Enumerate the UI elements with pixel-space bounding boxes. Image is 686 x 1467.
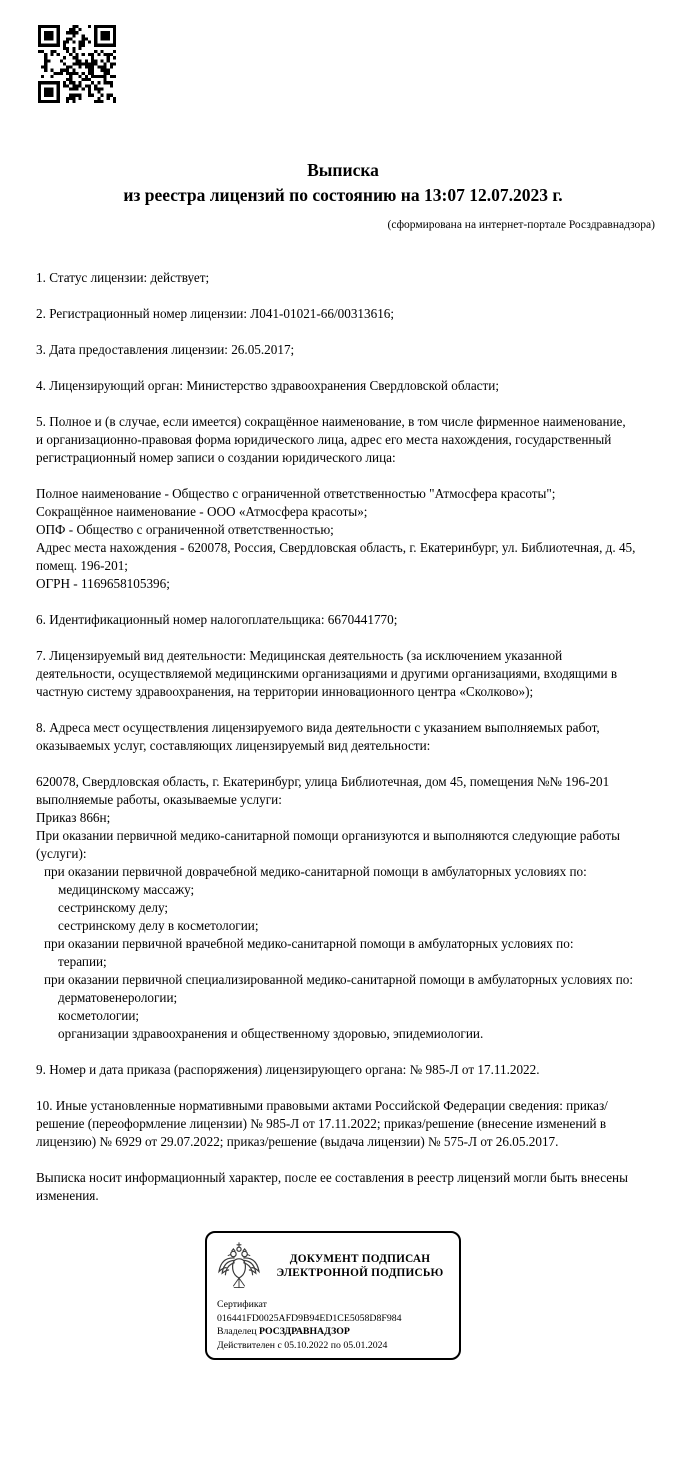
paragraph (36, 611, 636, 629)
document-line: дерматовенерологии; (58, 990, 178, 1005)
russia-coat-of-arms-icon (215, 1240, 263, 1292)
document-body (0, 269, 686, 1205)
document-line: Выписка носит информационный характер, после ее составления в реестр лицензий могли быть внесены изменения. (36, 1170, 628, 1203)
paragraph (36, 1061, 636, 1079)
document-line: ОПФ - Общество с ограниченной ответственностью; (36, 522, 334, 537)
document-line: терапии; (58, 954, 107, 969)
document-line: при оказании первичной врачебной медико-санитарной помощи в амбулаторных условиях по: (44, 936, 574, 951)
document-line: 2. Регистрационный номер лицензии: Л041-01021-66/00313616; (36, 306, 395, 321)
document-line: 7. Лицензируемый вид деятельности: Медицинская деятельность (за исключением указанной деятельности, осуществляемой медицинскими организациями и другими организациями, входящими в частную систему здравоохранения, на территории инновационного центра «Сколково»); (36, 648, 618, 699)
document-title-line1: Выписка (307, 160, 379, 180)
paragraph (36, 773, 636, 1043)
document-line: Приказ 866н; (36, 810, 111, 825)
stamp-certificate-line (217, 1298, 451, 1325)
paragraph (36, 305, 636, 323)
stamp-certificate-value: 016441FD0025AFD9B94ED1CE5058D8F984 (217, 1312, 402, 1324)
document-line: сестринскому делу; (58, 900, 169, 915)
stamp-owner-label: Владелец (217, 1326, 257, 1337)
document-subtitle: (сформирована на интернет-портале Росздравнадзора) (387, 219, 655, 231)
document-line: 10. Иные установленные нормативными правовыми актами Российской Федерации сведения: приказ/решение (переоформление лицензии) № 985-Л от 17.11.2022; приказ/решение (внесение изменений в лицензию) № 6929 от 29.07.2022; приказ/решение (выдача лицензии) № 575-Л от 26.05.2017. (36, 1098, 608, 1149)
stamp-title-line2: ЭЛЕКТРОННОЙ ПОДПИСЬЮ (276, 1267, 444, 1279)
stamp-title (269, 1252, 451, 1280)
paragraph (36, 647, 636, 701)
document-line: организации здравоохранения и общественному здоровью, эпидемиологии. (58, 1026, 484, 1041)
document-line: 8. Адреса мест осуществления лицензируемого вида деятельности с указанием выполняемых работ, оказываемых услуг, составляющих лицензируемый вид деятельности: (36, 720, 600, 753)
paragraph (36, 1169, 636, 1205)
paragraph (36, 377, 636, 395)
document-line: 1. Статус лицензии: действует; (36, 270, 210, 285)
paragraph (36, 341, 636, 359)
document-line: 620078, Свердловская область, г. Екатеринбург, улица Библиотечная, дом 45, помещения №№ 196-201 (36, 774, 610, 789)
paragraph (36, 719, 636, 755)
document-line: ОГРН - 1169658105396; (36, 576, 170, 591)
document-line: 6. Идентификационный номер налогоплательщика: 6670441770; (36, 612, 398, 627)
document-line: косметологии; (58, 1008, 140, 1023)
document-line: Сокращённое наименование - ООО «Атмосфера красоты»; (36, 504, 368, 519)
document-line: 3. Дата предоставления лицензии: 26.05.2017; (36, 342, 295, 357)
document-line: при оказании первичной доврачебной медико-санитарной помощи в амбулаторных условиях по: (44, 864, 587, 879)
document-line: при оказании первичной специализированной медико-санитарной помощи в амбулаторных условиях по: (44, 972, 634, 987)
document-line: Полное наименование - Общество с ограниченной ответственностью "Атмосфера красоты"; (36, 486, 556, 501)
document-line: 5. Полное и (в случае, если имеется) сокращённое наименование, в том числе фирменное наименование, и организационно-правовая форма юридического лица, адрес его места нахождения, государственный регистрационный номер записи о создании юридического лица: (36, 414, 626, 465)
stamp-owner-value: РОСЗДРАВНАДЗОР (259, 1326, 350, 1337)
stamp-owner-line (217, 1325, 451, 1339)
qr-code-icon (38, 25, 116, 103)
paragraph (36, 1097, 636, 1151)
stamp-header (215, 1240, 451, 1292)
paragraph (36, 413, 636, 467)
paragraph (36, 485, 636, 593)
document-title-line2: из реестра лицензий по состоянию на 13:07 12.07.2023 г. (123, 185, 563, 205)
document-line: 9. Номер и дата приказа (распоряжения) лицензирующего органа: № 985-Л от 17.11.2022. (36, 1062, 540, 1077)
document-line: При оказании первичной медико-санитарной помощи организуются и выполняются следующие работы (услуги): (36, 828, 620, 861)
document-line: выполняемые работы, оказываемые услуги: (36, 792, 282, 807)
paragraph (36, 269, 636, 287)
stamp-title-line1: ДОКУМЕНТ ПОДПИСАН (289, 1253, 431, 1265)
document-line: 4. Лицензирующий орган: Министерство здравоохранения Свердловской области; (36, 378, 500, 393)
document-line: Адрес места нахождения - 620078, Россия, Свердловская область, г. Екатеринбург, ул. Библиотечная, д. 45, помещ. 196-201; (36, 540, 636, 573)
signature-stamp (205, 1231, 461, 1360)
stamp-validity-line: Действителен с 05.10.2022 по 05.01.2024 (217, 1339, 388, 1351)
stamp-certificate-label: Сертификат (217, 1299, 267, 1310)
document-line: сестринскому делу в косметологии; (58, 918, 259, 933)
stamp-info (215, 1298, 451, 1352)
document-line: медицинскому массажу; (58, 882, 195, 897)
